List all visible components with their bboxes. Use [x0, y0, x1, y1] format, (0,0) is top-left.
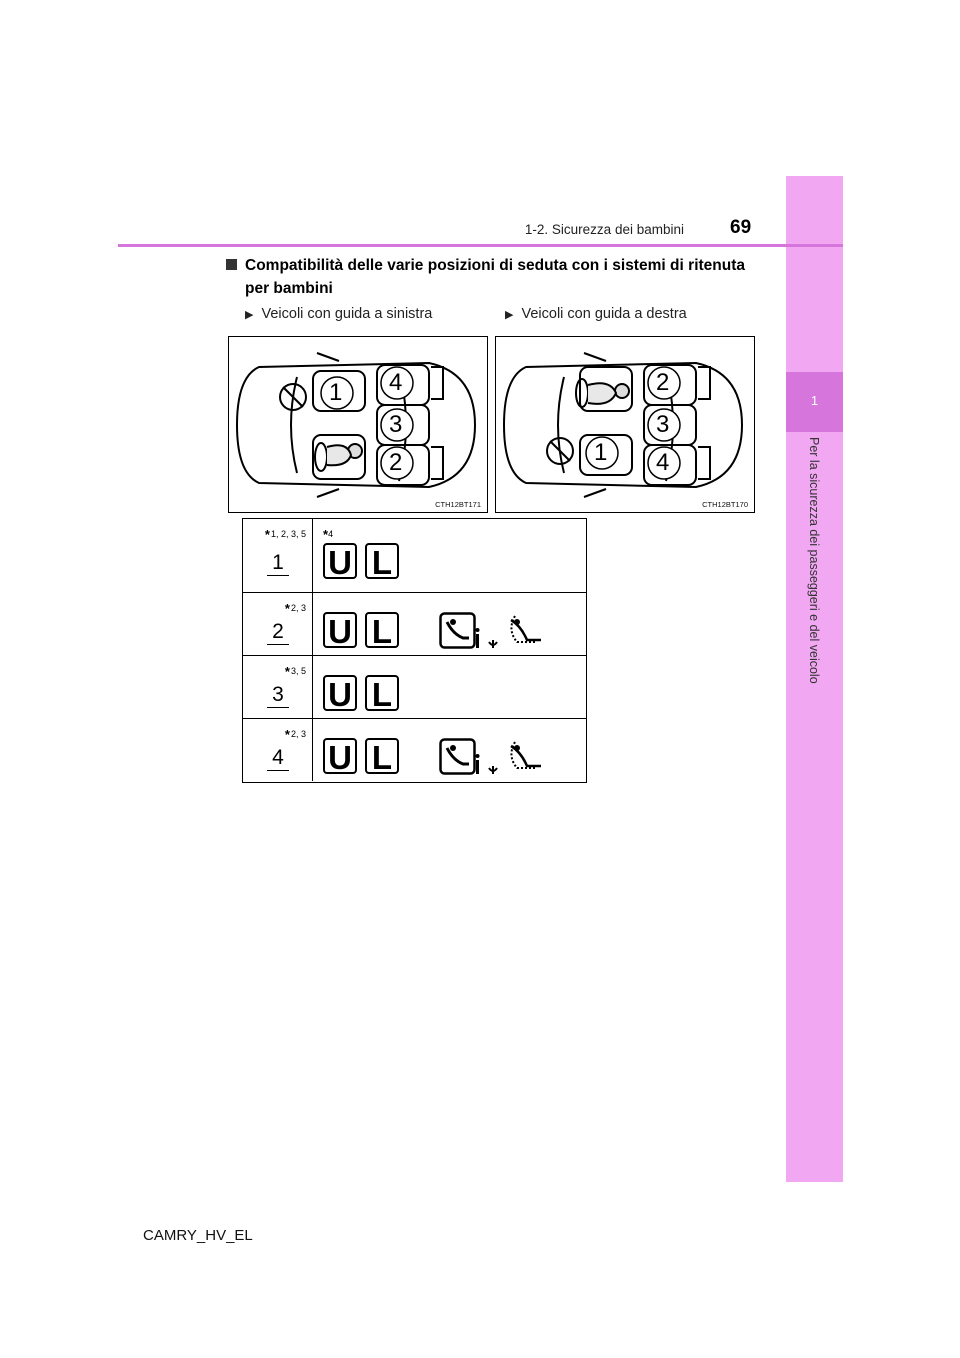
position-number: 1	[267, 551, 289, 576]
table-row	[243, 593, 586, 656]
position-number: 4	[267, 746, 289, 771]
subheading-left	[245, 306, 432, 322]
chapter-title-text: Per la sicurezza dei passeggeri e del veicolo	[807, 437, 821, 684]
footnote-ref: *4	[323, 527, 334, 542]
position-cell	[243, 519, 313, 592]
subheading-right-text: Veicoli con guida a destra	[521, 306, 687, 322]
car-top-view-icon	[496, 337, 754, 512]
isofix-seat-icon	[439, 612, 481, 650]
seat-label: 2	[389, 449, 403, 476]
subheading-left-text: Veicoli con guida a sinistra	[261, 306, 433, 322]
footnote-ref: *3, 5	[284, 664, 306, 679]
universal-u-icon: U	[323, 675, 357, 711]
car-top-view-icon	[229, 337, 487, 512]
footnote-ref: *2, 3	[284, 727, 306, 742]
table-row	[243, 656, 586, 719]
seat-label: 3	[656, 411, 670, 438]
seat-diagram-rhd	[495, 336, 755, 513]
position-number: 3	[267, 683, 289, 708]
header-rule	[118, 244, 843, 247]
position-cell	[243, 719, 313, 781]
universal-l-icon: L	[365, 543, 399, 579]
universal-u-icon: U	[323, 543, 357, 579]
seat-label: 2	[656, 369, 670, 396]
top-tether-anchor-icon	[487, 738, 545, 776]
top-tether-anchor-icon	[487, 612, 545, 650]
chapter-number: 1	[810, 393, 819, 408]
diagram-code: CTH12BT170	[702, 500, 748, 509]
seat-label: 1	[594, 439, 608, 466]
page-number: 69	[730, 217, 752, 238]
isofix-seat-icon	[439, 738, 481, 776]
position-cell	[243, 656, 313, 718]
chapter-title-vertical	[803, 437, 825, 747]
seat-diagram-lhd	[228, 336, 488, 513]
heading-line-1: Compatibilità delle varie posizioni di seduta con i sistemi di ritenuta	[245, 257, 745, 274]
triangle-bullet-icon: ▶	[505, 309, 514, 321]
seat-label: 4	[656, 449, 670, 476]
section-title: 1-2. Sicurezza dei bambini	[524, 222, 684, 237]
position-cell	[243, 593, 313, 655]
universal-u-icon: U	[323, 612, 357, 648]
seat-label: 1	[329, 379, 343, 406]
universal-u-icon: U	[323, 738, 357, 774]
seat-label: 4	[389, 369, 403, 396]
diagram-code: CTH12BT171	[435, 500, 481, 509]
table-row	[243, 519, 586, 593]
footnote-ref: *1, 2, 3, 5	[264, 527, 306, 542]
subheading-right	[505, 306, 687, 322]
footnote-ref: *2, 3	[284, 601, 306, 616]
table-row	[243, 719, 586, 781]
position-number: 2	[267, 620, 289, 645]
universal-l-icon: L	[365, 738, 399, 774]
heading-bullet-icon	[226, 259, 237, 270]
triangle-bullet-icon: ▶	[245, 309, 254, 321]
compatibility-table	[242, 518, 587, 783]
heading-line-2: per bambini	[245, 280, 333, 297]
seat-label: 3	[389, 411, 403, 438]
heading	[245, 254, 745, 300]
universal-l-icon: L	[365, 675, 399, 711]
footer-model-code: CAMRY_HV_EL	[143, 1227, 253, 1244]
universal-l-icon: L	[365, 612, 399, 648]
